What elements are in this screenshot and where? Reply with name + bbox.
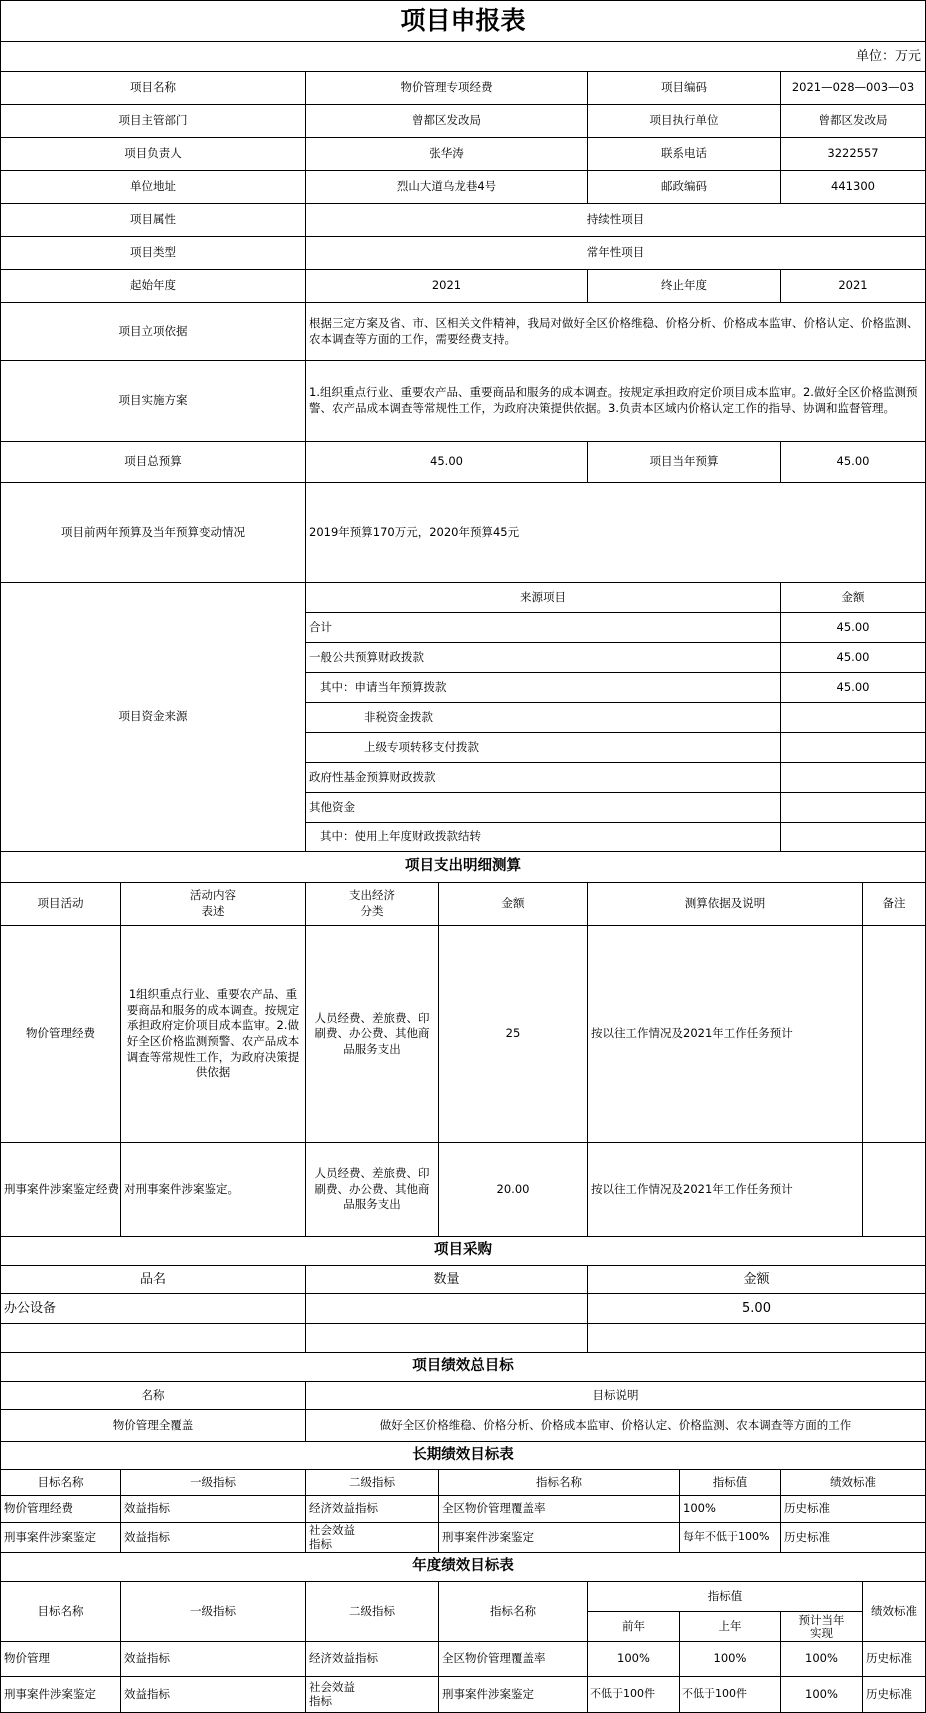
post-value: 441300: [780, 170, 926, 204]
name-label: 项目名称: [0, 71, 306, 105]
funds-label: 项目资金来源: [0, 582, 306, 852]
procurement-item-name: [0, 1323, 306, 1353]
overall-header: 目标说明: [305, 1381, 926, 1410]
expense-content: 1组织重点行业、重要农产品、重要商品和服务的成本调查。按规定承担政府定价项目成本监审。2.做好全区价格监测预警、农产品成本调查等常规性工作，为政府决策提供依据: [120, 925, 306, 1143]
dept-label: 项目主管部门: [0, 104, 306, 138]
annual-header-std: 绩效标准: [862, 1581, 926, 1642]
annual-header-val: 指标值: [587, 1581, 863, 1612]
longterm-cell: 效益指标: [120, 1495, 306, 1523]
type-label: 项目类型: [0, 236, 306, 270]
basis-value: 根据三定方案及省、市、区相关文件精神，我局对做好全区价格维稳、价格分析、价格成本监审、价格认定、价格监测、农本调查等方面的工作，需要经费支持。: [305, 302, 926, 361]
funds-row-amount: 45.00: [780, 642, 926, 673]
funds-row-amount: [780, 762, 926, 793]
longterm-title: 长期绩效目标表: [0, 1441, 926, 1470]
procurement-header: 品名: [0, 1265, 306, 1294]
name-value: 物价管理专项经费: [305, 71, 588, 105]
expense-category: 人员经费、差旅费、印刷费、办公费、其他商品服务支出: [305, 925, 439, 1143]
expense-basis: 按以往工作情况及2021年工作任务预计: [587, 1142, 863, 1237]
longterm-cell: 每年不低于100%: [679, 1522, 781, 1553]
annual-title: 年度绩效目标表: [0, 1552, 926, 1582]
total-value: 45.00: [305, 441, 588, 483]
annual-header-prev1: 上年: [679, 1611, 781, 1642]
start-label: 起始年度: [0, 269, 306, 303]
unit-label: 单位：万元: [0, 42, 926, 72]
expense-header: 支出经济 分类: [305, 882, 439, 926]
expense-header: 项目活动: [0, 882, 121, 926]
exec-label: 项目执行单位: [587, 104, 781, 138]
funds-row-amount: [780, 732, 926, 763]
form-title: 项目申报表: [0, 0, 926, 42]
annual-cell: 经济效益指标: [305, 1641, 439, 1677]
annual-header-prev2: 前年: [587, 1611, 680, 1642]
expense-activity: 物价管理经费: [0, 925, 121, 1143]
expense-activity: 刑事案件涉案鉴定经费: [0, 1142, 121, 1237]
funds-row-name: 合计: [305, 612, 781, 643]
annual-header-l2: 二级指标: [305, 1581, 439, 1642]
longterm-header: 指标名称: [438, 1469, 680, 1496]
longterm-cell: 全区物价管理覆盖率: [438, 1495, 680, 1523]
procurement-item-qty: [305, 1323, 588, 1353]
annual-cell: 效益指标: [120, 1676, 306, 1713]
overall-name: 物价管理全覆盖: [0, 1409, 306, 1442]
attr-label: 项目属性: [0, 203, 306, 237]
annual-cell: 刑事案件涉案鉴定: [0, 1676, 121, 1713]
expense-header: 备注: [862, 882, 926, 926]
lead-value: 张华涛: [305, 137, 588, 171]
expense-amount: 20.00: [438, 1142, 588, 1237]
code-value: 2021—028—003—03: [780, 71, 926, 105]
basis-label: 项目立项依据: [0, 302, 306, 361]
change-value: 2019年预算170万元，2020年预算45元: [305, 482, 926, 583]
code-label: 项目编码: [587, 71, 781, 105]
end-value: 2021: [780, 269, 926, 303]
funds-header-source: 来源项目: [305, 582, 781, 613]
annual-cell: 不低于100件: [587, 1676, 680, 1713]
annual-header-ind: 指标名称: [438, 1581, 588, 1642]
longterm-cell: 刑事案件涉案鉴定: [438, 1522, 680, 1553]
annual-cell: 刑事案件涉案鉴定: [438, 1676, 588, 1713]
annual-cell: 历史标准: [862, 1641, 926, 1677]
funds-row-name: 上级专项转移支付拨款: [305, 732, 781, 763]
change-label: 项目前两年预算及当年预算变动情况: [0, 482, 306, 583]
funds-row-amount: 45.00: [780, 672, 926, 703]
funds-row-amount: 45.00: [780, 612, 926, 643]
procurement-title: 项目采购: [0, 1236, 926, 1266]
funds-row-amount: [780, 702, 926, 733]
expense-amount: 25: [438, 925, 588, 1143]
annual-header-cur: 预计当年 实现: [780, 1611, 863, 1642]
funds-row-name: 一般公共预算财政拨款: [305, 642, 781, 673]
overall-title: 项目绩效总目标: [0, 1352, 926, 1382]
funds-row-name: 非税资金拨款: [305, 702, 781, 733]
annual-cell: 不低于100件: [679, 1676, 781, 1713]
expense-title: 项目支出明细测算: [0, 851, 926, 883]
longterm-cell: 经济效益指标: [305, 1495, 439, 1523]
expense-note: [862, 1142, 926, 1237]
expense-basis: 按以往工作情况及2021年工作任务预计: [587, 925, 863, 1143]
exec-value: 曾都区发改局: [780, 104, 926, 138]
expense-content: 对刑事案件涉案鉴定。: [120, 1142, 306, 1237]
annual-header-l1: 一级指标: [120, 1581, 306, 1642]
annual-cell: 100%: [780, 1641, 863, 1677]
end-label: 终止年度: [587, 269, 781, 303]
expense-header: 活动内容 表述: [120, 882, 306, 926]
expense-header: 金额: [438, 882, 588, 926]
expense-note: [862, 925, 926, 1143]
plan-value: 1.组织重点行业、重要农产品、重要商品和服务的成本调查。按规定承担政府定价项目成本监审。2.做好全区价格监测预警、农产品成本调查等常规性工作，为政府决策提供依据。3.负责本区域内价格认定工作的指导、协调和监督管理。: [305, 360, 926, 442]
post-label: 邮政编码: [587, 170, 781, 204]
year-value: 45.00: [780, 441, 926, 483]
longterm-header: 绩效标准: [780, 1469, 926, 1496]
procurement-item-amount: 5.00: [587, 1293, 926, 1324]
funds-row-name: 其他资金: [305, 792, 781, 823]
annual-header-name: 目标名称: [0, 1581, 121, 1642]
dept-value: 曾都区发改局: [305, 104, 588, 138]
addr-label: 单位地址: [0, 170, 306, 204]
procurement-item-name: 办公设备: [0, 1293, 306, 1324]
procurement-header: 数量: [305, 1265, 588, 1294]
funds-row-amount: [780, 822, 926, 852]
longterm-cell: 100%: [679, 1495, 781, 1523]
longterm-header: 一级指标: [120, 1469, 306, 1496]
phone-value: 3222557: [780, 137, 926, 171]
addr-value: 烈山大道乌龙巷4号: [305, 170, 588, 204]
annual-cell: 全区物价管理覆盖率: [438, 1641, 588, 1677]
longterm-header: 指标值: [679, 1469, 781, 1496]
overall-header: 名称: [0, 1381, 306, 1410]
longterm-cell: 物价管理经费: [0, 1495, 121, 1523]
longterm-cell: 历史标准: [780, 1522, 926, 1553]
type-value: 常年性项目: [305, 236, 926, 270]
annual-cell: 100%: [780, 1676, 863, 1713]
annual-cell: 100%: [679, 1641, 781, 1677]
total-label: 项目总预算: [0, 441, 306, 483]
procurement-header: 金额: [587, 1265, 926, 1294]
longterm-header: 目标名称: [0, 1469, 121, 1496]
annual-cell: 物价管理: [0, 1641, 121, 1677]
annual-cell: 效益指标: [120, 1641, 306, 1677]
phone-label: 联系电话: [587, 137, 781, 171]
start-value: 2021: [305, 269, 588, 303]
lead-label: 项目负责人: [0, 137, 306, 171]
attr-value: 持续性项目: [305, 203, 926, 237]
expense-category: 人员经费、差旅费、印刷费、办公费、其他商品服务支出: [305, 1142, 439, 1237]
overall-desc: 做好全区价格维稳、价格分析、价格成本监审、价格认定、价格监测、农本调查等方面的工作: [305, 1409, 926, 1442]
longterm-cell: 社会效益 指标: [305, 1522, 439, 1553]
annual-cell: 历史标准: [862, 1676, 926, 1713]
funds-row-name: 政府性基金预算财政拨款: [305, 762, 781, 793]
plan-label: 项目实施方案: [0, 360, 306, 442]
longterm-header: 二级指标: [305, 1469, 439, 1496]
funds-row-name: 其中：申请当年预算拨款: [305, 672, 781, 703]
year-label: 项目当年预算: [587, 441, 781, 483]
longterm-cell: 刑事案件涉案鉴定: [0, 1522, 121, 1553]
annual-cell: 社会效益 指标: [305, 1676, 439, 1713]
longterm-cell: 效益指标: [120, 1522, 306, 1553]
procurement-item-qty: [305, 1293, 588, 1324]
funds-header-amount: 金额: [780, 582, 926, 613]
funds-row-amount: [780, 792, 926, 823]
funds-row-name: 其中：使用上年度财政拨款结转: [305, 822, 781, 852]
expense-header: 测算依据及说明: [587, 882, 863, 926]
longterm-cell: 历史标准: [780, 1495, 926, 1523]
procurement-item-amount: [587, 1323, 926, 1353]
annual-cell: 100%: [587, 1641, 680, 1677]
